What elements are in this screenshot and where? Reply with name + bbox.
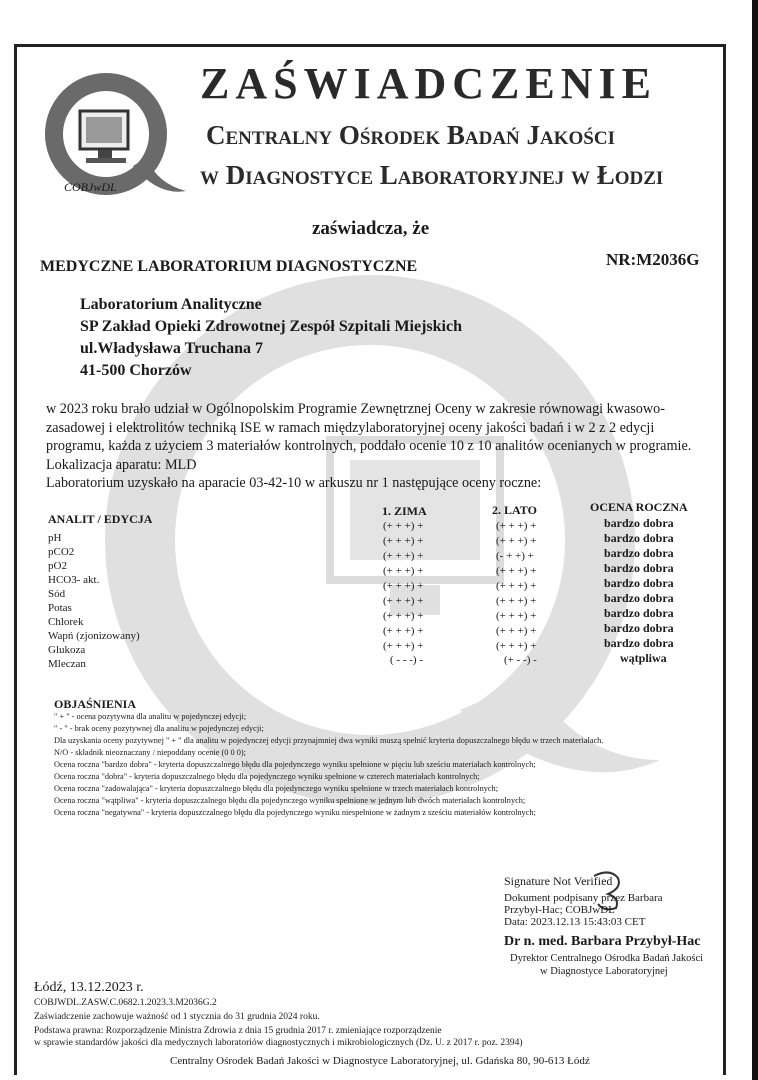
- annual-rating: bardzo dobra: [604, 531, 674, 545]
- validity-text: Zaświadczenie zachowuje ważność od 1 stycznia do 31 grudnia 2024 roku.: [34, 1012, 320, 1022]
- certificate-body: [46, 400, 716, 493]
- annual-rating: wątpliwa: [620, 651, 667, 665]
- explanation-line: N/O - składnik nieoznaczany / niepoddany ocenie (0 0 0);: [54, 748, 246, 757]
- explanation-line: Ocena roczna "negatywna" - kryteria dopuszczalnego błędu dla pojedynczego wyniku niespełnione w żadnym z sześciu materiałów kontrolnych;: [54, 808, 536, 817]
- body-line: Laboratorium uzyskało na aparacie 03-42-10 w arkuszu nr 1 następujące oceny roczne:: [46, 475, 542, 491]
- lab-street: ul.Władysława Truchana 7: [80, 340, 264, 357]
- winter-result: (+ + +) +: [383, 610, 424, 622]
- winter-result: (+ + +) +: [383, 565, 424, 577]
- annual-rating: bardzo dobra: [604, 546, 674, 560]
- explanations-heading: OBJAŚNIENIA: [54, 697, 137, 711]
- winter-result: (+ + +) +: [383, 580, 424, 592]
- explanation-line: Dla uzyskania oceny pozytywnej " + " dla analitu w pojedynczej edycji przynajmniej dwa wyniki muszą spełnić kryteria dopuszczalnego błędu w trzech materiałach.: [54, 736, 604, 745]
- certifies-text: zaświadcza, że: [312, 218, 430, 239]
- winter-result: (+ + +) +: [383, 520, 424, 532]
- logo-text: COBJwDL: [64, 180, 117, 194]
- lab-name: Laboratorium Analityczne: [80, 296, 262, 313]
- analyte-name: Mleczan: [48, 658, 86, 670]
- summer-result: (+ + +) +: [496, 595, 537, 607]
- lab-city: 41-500 Chorzów: [80, 362, 192, 379]
- legal-basis: Podstawa prawna: Rozporządzenie Ministra Zdrowia z dnia 15 grudnia 2017 r. zmieniające rozporządzenie: [34, 1026, 442, 1036]
- signer-title: w Diagnostyce Laboratoryjnej: [540, 966, 668, 977]
- analyte-name: Potas: [48, 602, 72, 614]
- signature-line: Data: 2023.12.13 15:43:03 CET: [504, 916, 646, 928]
- signature-status: Signature Not Verified: [504, 874, 613, 888]
- signer-name: Dr n. med. Barbara Przybył-Hac: [504, 934, 701, 949]
- annual-rating: bardzo dobra: [604, 606, 674, 620]
- analyte-name: pO2: [48, 560, 67, 572]
- summer-result: (+ + +) +: [496, 535, 537, 547]
- analyte-name: Glukoza: [48, 644, 86, 656]
- body-line: Lokalizacja aparatu: MLD: [46, 456, 197, 473]
- analyte-name: Wapń (zjonizowany): [48, 630, 140, 642]
- body-line: programu, każda z użyciem 3 materiałów kontrolnych, poddało ocenie 10 z 10 analitów ocenianych w programie.: [46, 438, 692, 454]
- body-line: w 2023 roku brało udział w Ogólnopolskim Programie Zewnętrznej Oceny w zakresie równowagi kwasowo-: [46, 401, 665, 417]
- winter-result: (+ + +) +: [383, 595, 424, 607]
- analyte-name: pCO2: [48, 546, 75, 558]
- header-winter: 1. ZIMA: [382, 504, 427, 518]
- signature-line: Dokument podpisany przez Barbara: [504, 892, 663, 904]
- summer-result: (- + +) +: [496, 550, 534, 562]
- winter-result: (+ + +) +: [383, 625, 424, 637]
- winter-result: (+ + +) +: [383, 640, 424, 652]
- document-title: ZAŚWIADCZENIE: [200, 59, 657, 108]
- place-date: Łódź, 13.12.2023 r.: [34, 980, 144, 995]
- annual-rating: bardzo dobra: [604, 621, 674, 635]
- signer-title: Dyrektor Centralnego Ośrodka Badań Jakości: [510, 953, 704, 964]
- winter-result: (+ + +) +: [383, 535, 424, 547]
- analyte-name: pH: [48, 532, 62, 544]
- signature-line: Przybył-Hac; COBJwDL: [504, 904, 615, 916]
- summer-result: (+ + +) +: [496, 520, 537, 532]
- annual-rating: bardzo dobra: [604, 576, 674, 590]
- explanation-line: " - " - brak oceny pozytywnej dla analitu w pojedynczej edycji;: [54, 724, 264, 733]
- explanation-line: " + " - ocena pozytywna dla analitu w pojedynczej edycji;: [54, 712, 247, 721]
- annual-rating: bardzo dobra: [604, 561, 674, 575]
- summer-result: (+ - -) -: [504, 654, 537, 666]
- annual-rating: bardzo dobra: [604, 636, 674, 650]
- analyte-name: Sód: [48, 588, 66, 600]
- scan-edge: [752, 0, 758, 1080]
- analyte-name: HCO3- akt.: [48, 574, 100, 586]
- footer-address: Centralny Ośrodek Badań Jakości w Diagnostyce Laboratoryjnej, ul. Gdańska 80, 90-613 Łódź: [170, 1055, 590, 1067]
- issuer-name-line1: Centralny Ośrodek Badań Jakości: [206, 120, 615, 150]
- summer-result: (+ + +) +: [496, 580, 537, 592]
- legal-basis: w sprawie standardów jakości dla medycznych laboratoriów diagnostycznych i mikrobiologicznych (Dz. U. z 2017 r. poz. 2394): [34, 1038, 523, 1048]
- annual-rating: bardzo dobra: [604, 516, 674, 530]
- header-summer: 2. LATO: [492, 503, 537, 517]
- analyte-name: Chlorek: [48, 616, 84, 628]
- lab-type: MEDYCZNE LABORATORIUM DIAGNOSTYCZNE: [40, 258, 418, 275]
- winter-result: ( - - -) -: [390, 654, 423, 666]
- issuer-name-line2: w Diagnostyce Laboratoryjnej w Łodzi: [200, 160, 664, 190]
- reference-number: COBJWDL.ZASW.C.0682.1.2023.3.M2036G.2: [34, 998, 217, 1008]
- summer-result: (+ + +) +: [496, 610, 537, 622]
- header-annual: OCENA ROCZNA: [590, 500, 688, 514]
- winter-result: (+ + +) +: [383, 550, 424, 562]
- explanation-line: Ocena roczna "wątpliwa" - kryteria dopuszczalnego błędu dla pojedynczego wyniku spełnione w jednym lub dwóch materiałach kontrolnych;: [54, 796, 526, 805]
- summer-result: (+ + +) +: [496, 625, 537, 637]
- certificate-number: NR:M2036G: [606, 250, 700, 269]
- summer-result: (+ + +) +: [496, 640, 537, 652]
- summer-result: (+ + +) +: [496, 565, 537, 577]
- body-line: zasadowej i elektrolitów techniką ISE w ramach międzylaboratoryjnej oceny jakości badań i w 2 z 2 edycji: [46, 419, 655, 436]
- header-analyte: ANALIT / EDYCJA: [48, 512, 153, 526]
- lab-organization: SP Zakład Opieki Zdrowotnej Zespół Szpitali Miejskich: [80, 318, 462, 335]
- explanation-line: Ocena roczna "dobra" - kryteria dopuszczalnego błędu dla pojedynczego wyniku spełnione w czterech materiałach kontrolnych;: [54, 772, 480, 781]
- explanation-line: Ocena roczna "bardzo dobra" - kryteria dopuszczalnego błędu dla pojedynczego wyniku spełnione w pięciu lub sześciu materiałach kontrolnych;: [54, 760, 536, 769]
- explanation-line: Ocena roczna "zadowalająca" - kryteria dopuszczalnego błędu dla pojedynczego wyniku spełnione w trzech materiałach kontrolnych;: [54, 784, 499, 793]
- annual-rating: bardzo dobra: [604, 591, 674, 605]
